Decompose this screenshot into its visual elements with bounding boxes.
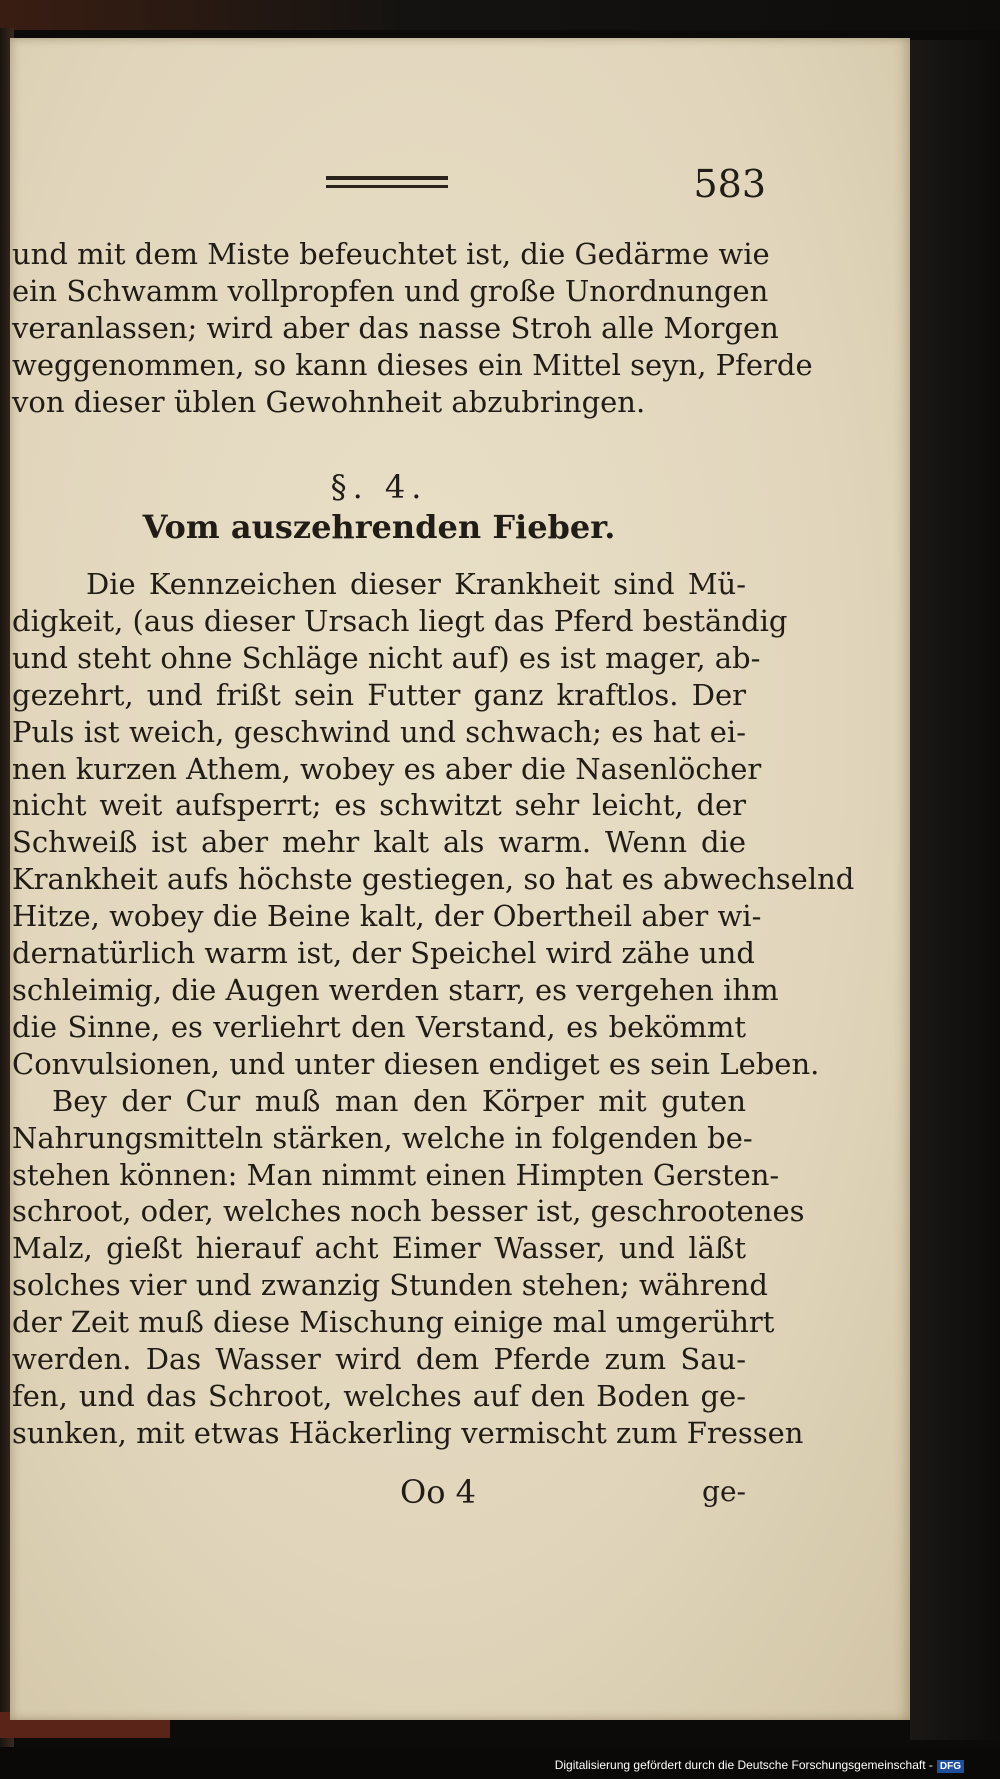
text-line: veranlassen; wird aber das nasse Stroh alle Morgen [12,310,779,345]
page-footer [12,1473,746,1513]
printer-signature: Oo 4 [400,1473,477,1511]
text-line: gezehrt, und frißt sein Futter ganz kraftlos. Der [12,677,746,712]
page-number: 583 [693,162,766,206]
text-line: nicht weit aufsperrt; es schwitzt sehr leicht, der [12,788,746,823]
text-line: der Zeit muß diese Mischung einige mal umgerührt [12,1305,775,1340]
section-number: §. 4. [330,468,428,506]
text-line: schroot, oder, welches noch besser ist, geschrootenes [12,1194,805,1229]
text-line: Nahrungsmitteln stärken, welche in folgenden be- [12,1120,753,1155]
digitization-credit [555,1758,964,1773]
text-line: Krankheit aufs höchste gestiegen, so hat es abwechselnd [12,862,855,897]
text-line: werden. Das Wasser wird dem Pferde zum Sau- [12,1342,746,1377]
text-line: Die Kennzeichen dieser Krankheit sind Mü- [86,567,746,601]
header-double-rule [326,176,448,190]
text-line: sunken, mit etwas Häckerling vermischt zum Fressen [12,1415,804,1450]
text-line: dernatürlich warm ist, der Speichel wird zähe und [12,936,755,971]
text-line: Malz, gießt hierauf acht Eimer Wasser, und läßt [12,1231,746,1266]
book-edge-top [0,0,1000,30]
catchword: ge- [702,1475,746,1508]
dfg-logo: DFG [937,1760,964,1773]
text-line: Schweiß ist aber mehr kalt als warm. Wenn die [12,825,746,860]
text-line: stehen können: Man nimmt einen Himpten Gersten- [12,1157,780,1192]
text-line: Bey der Cur muß man den Körper mit guten [52,1083,746,1118]
text-line: ein Schwamm vollpropfen und große Unordnungen [12,273,769,308]
text-line: die Sinne, es verliehrt den Verstand, es bekömmt [12,1009,746,1044]
text-line: und mit dem Miste befeuchtet ist, die Gedärme wie [12,237,770,271]
header-rule-line [326,185,448,188]
text-line: und steht ohne Schläge nicht auf) es ist mager, ab- [12,640,761,675]
text-line: nen kurzen Athem, wobey es aber die Nasenlöcher [12,751,762,786]
text-line: weggenommen, so kann dieses ein Mittel seyn, Pferde [12,347,813,382]
paragraph-symptoms [12,566,855,1452]
book-gutter-right [910,40,1000,1740]
text-line: von dieser üblen Gewohnheit abzubringen. [12,384,646,419]
text-line: Puls ist weich, geschwind und schwach; es hat ei- [12,714,746,749]
header-rule-line [326,176,448,180]
paragraph-continued [12,236,813,421]
text-line: solches vier und zwanzig Stunden stehen; während [12,1268,768,1303]
section-title: Vom auszehrenden Fieber. [142,508,616,546]
text-line: Convulsionen, und unter diesen endiget es sein Leben. [12,1046,820,1081]
text-line: schleimig, die Augen werden starr, es vergehen ihm [12,972,779,1007]
text-line: Hitze, wobey die Beine kalt, der Obertheil aber wi- [12,899,762,934]
credit-text: Digitalisierung gefördert durch die Deutsche Forschungsgemeinschaft - [554,1758,933,1772]
text-line: digkeit, (aus dieser Ursach liegt das Pferd beständig [12,603,788,638]
text-line: fen, und das Schroot, welches auf den Boden ge- [12,1378,746,1413]
